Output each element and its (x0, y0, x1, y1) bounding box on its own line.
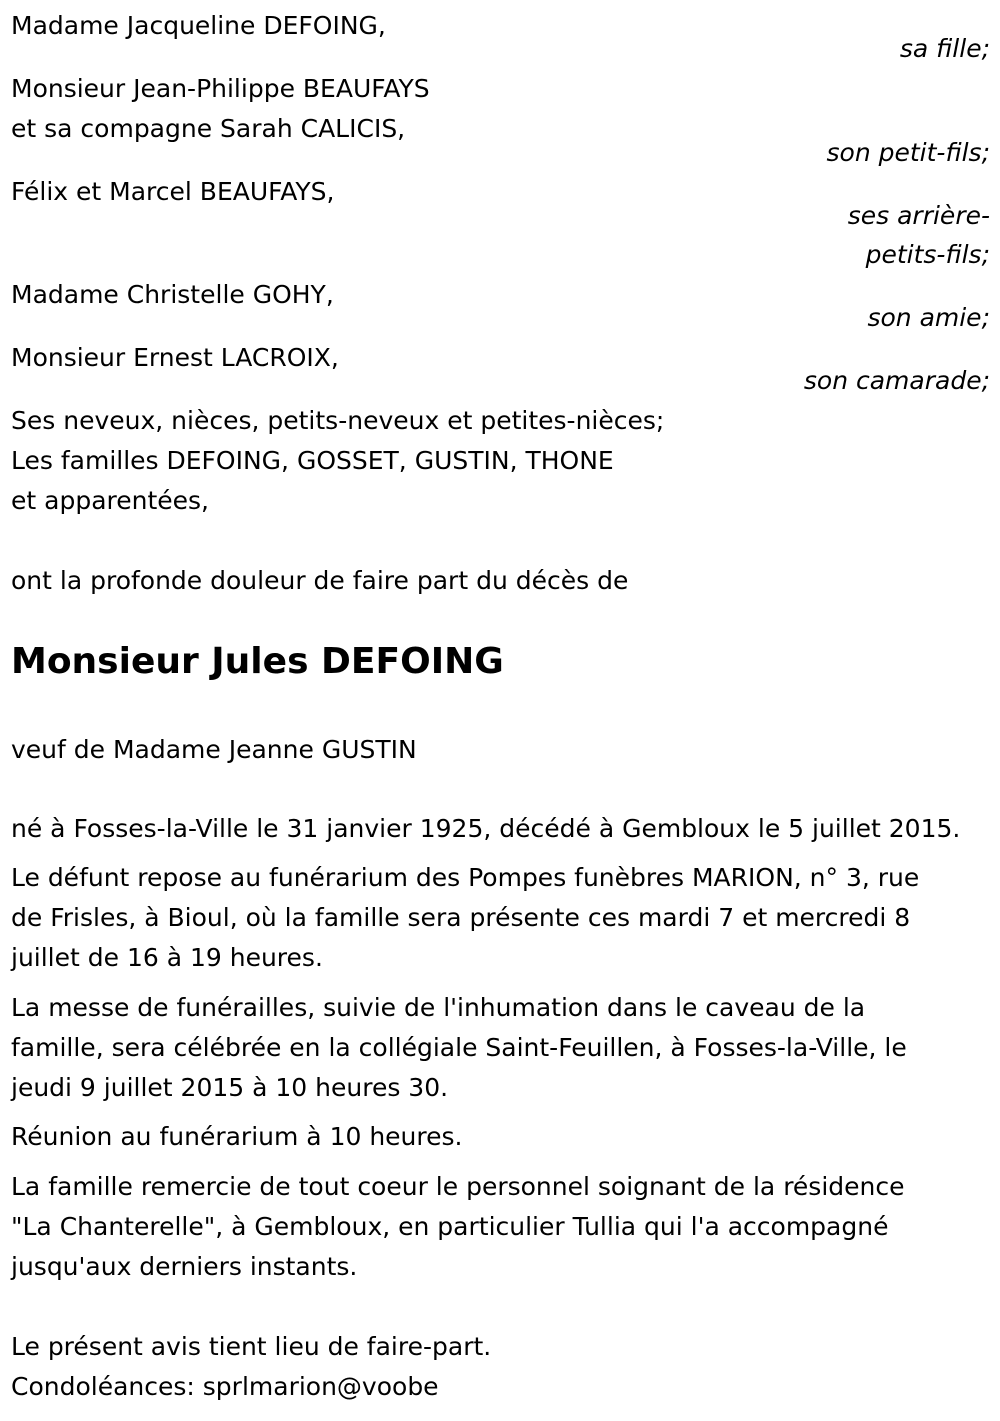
paragraph-viewing-line-2: de Frisles, à Bioul, où la famille sera présente ces mardi 7 et mercredi 8 (11, 903, 911, 932)
condolences-contact[interactable]: Condoléances: sprlmarion@voobe (11, 1372, 439, 1401)
birth-death: né à Fosses-la-Ville le 31 janvier 1925, décédé à Gembloux le 5 juillet 2015. (11, 814, 961, 843)
paragraph-thanks-line-3: jusqu'aux derniers instants. (11, 1252, 358, 1281)
paragraph-mass-line-3: jeudi 9 juillet 2015 à 10 heures 30. (11, 1073, 449, 1102)
paragraph-mass-line-2: famille, sera célébrée en la collégiale Saint-Feuillen, à Fosses-la-Ville, le (11, 1033, 907, 1062)
family-name-christelle: Madame Christelle GOHY, (11, 280, 334, 309)
relation-great-grandsons-2: petits-fils; (865, 240, 990, 269)
family-name-felix-marcel: Félix et Marcel BEAUFAYS, (11, 177, 335, 206)
others-line-2: Les familles DEFOING, GOSSET, GUSTIN, THONE (11, 446, 614, 475)
relation-grandson: son petit-fils; (826, 138, 990, 167)
paragraph-mass-line-1: La messe de funérailles, suivie de l'inhumation dans le caveau de la (11, 993, 866, 1022)
paragraph-thanks-line-1: La famille remercie de tout coeur le personnel soignant de la résidence (11, 1172, 905, 1201)
paragraph-meeting: Réunion au funérarium à 10 heures. (11, 1122, 463, 1151)
deceased-name: Monsieur Jules DEFOING (11, 641, 504, 682)
paragraph-thanks-line-2: "La Chanterelle", à Gembloux, en particulier Tullia qui l'a accompagné (11, 1212, 889, 1241)
announcement: ont la profonde douleur de faire part du décès de (11, 566, 629, 595)
family-name-jacqueline: Madame Jacqueline DEFOING, (11, 11, 386, 40)
family-name-jean-philippe: Monsieur Jean-Philippe BEAUFAYS (11, 74, 430, 103)
paragraph-viewing-line-3: juillet de 16 à 19 heures. (11, 943, 323, 972)
closing-notice: Le présent avis tient lieu de faire-part. (11, 1332, 492, 1361)
widower-line: veuf de Madame Jeanne GUSTIN (11, 735, 417, 764)
others-line-3: et apparentées, (11, 486, 209, 515)
relation-friend: son amie; (867, 303, 990, 332)
relation-daughter: sa fille; (899, 34, 990, 63)
relation-great-grandsons-1: ses arrière- (847, 201, 990, 230)
family-name-ernest: Monsieur Ernest LACROIX, (11, 343, 339, 372)
relation-comrade: son camarade; (803, 366, 990, 395)
paragraph-viewing-line-1: Le défunt repose au funérarium des Pompes funèbres MARION, n° 3, rue (11, 863, 920, 892)
others-line-1: Ses neveux, nièces, petits-neveux et petites-nièces; (11, 406, 665, 435)
family-name-sarah: et sa compagne Sarah CALICIS, (11, 114, 406, 143)
